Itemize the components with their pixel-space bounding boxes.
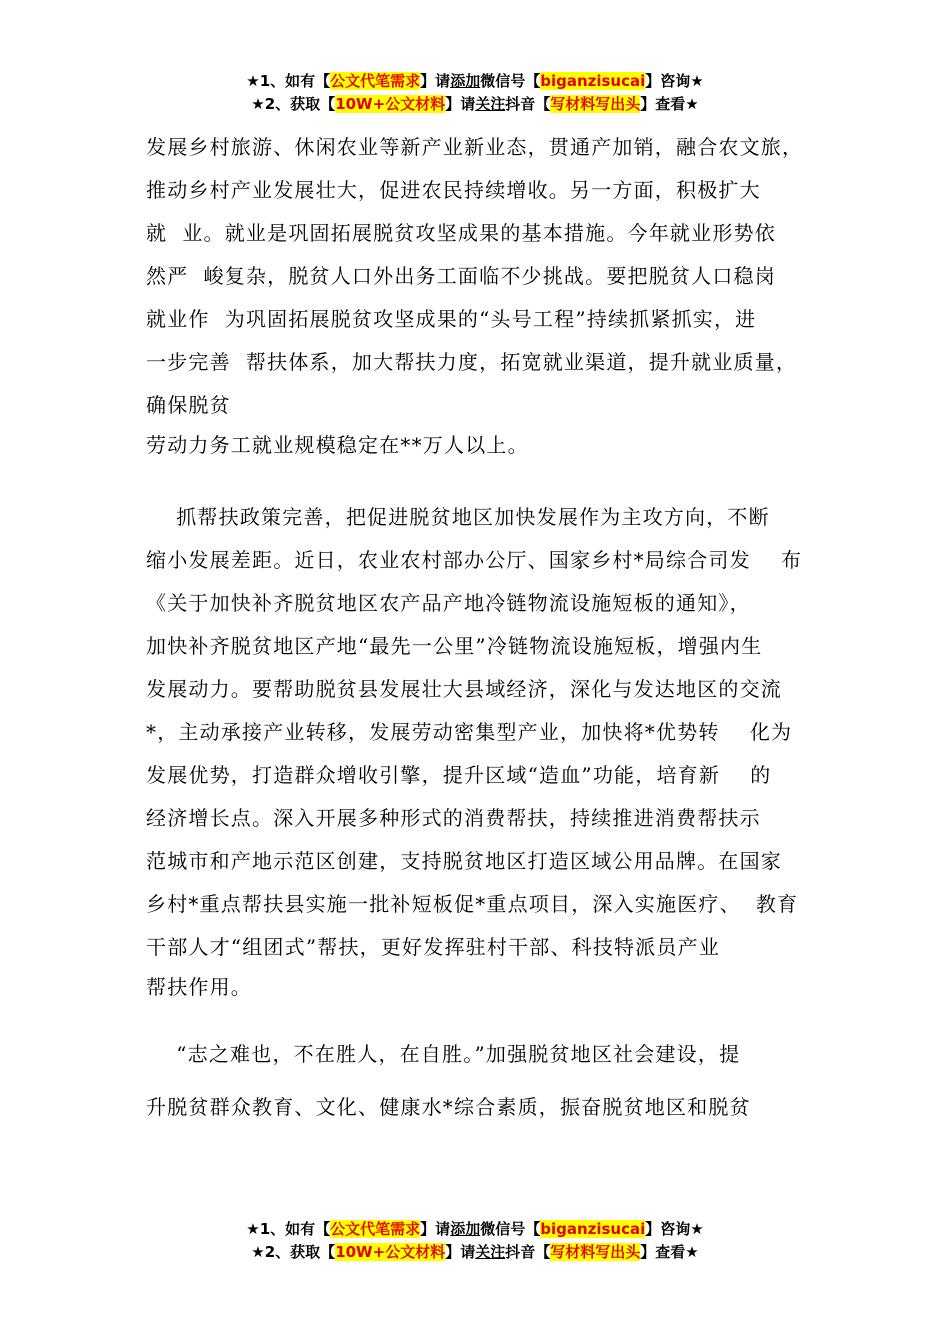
promo-text: 】查看★ xyxy=(640,95,699,113)
promo-text: ★2、获取【 xyxy=(251,95,336,113)
highlight-service: 公文代笔需求 xyxy=(330,72,421,90)
promo-text: 】请 xyxy=(445,95,476,113)
promo-text: 抖音【 xyxy=(505,1243,551,1261)
promo-text: 】咨询★ xyxy=(645,1220,704,1238)
promo-text: 】咨询★ xyxy=(645,72,704,90)
body-line: 帮扶作用。 xyxy=(146,975,252,999)
body-line: *，主动承接产业转移，发展劳动密集型产业，加快将*优势转 化为 xyxy=(146,720,793,744)
highlight-materials: 10W+公文材料 xyxy=(335,1243,446,1261)
highlight-materials: 10W+公文材料 xyxy=(335,95,446,113)
promo-text: ★1、如有【 xyxy=(246,72,331,90)
body-line: 发展动力。要帮助脱贫县发展壮大县域经济，深化与发达地区的交流 xyxy=(146,677,782,701)
body-line: 缩小发展差距。近日，农业农村部办公厅、国家乡村*局综合司发 布 xyxy=(146,548,803,572)
promo-text: 微信号【 xyxy=(480,1220,541,1238)
highlight-service: 公文代笔需求 xyxy=(330,1220,421,1238)
body-line: 加快补齐脱贫地区产地“最先一公里”冷链物流设施短板，增强内生 xyxy=(146,634,763,658)
promo-text: 抖音【 xyxy=(505,95,551,113)
promo-text: 】查看★ xyxy=(640,1243,699,1261)
promo-text: 微信号【 xyxy=(480,72,541,90)
body-line: 抓帮扶政策完善，把促进脱贫地区加快发展作为主攻方向，不断 xyxy=(146,505,770,529)
promo-text: 】请 xyxy=(445,1243,476,1261)
underlined-add: 添加 xyxy=(450,1220,481,1238)
document-body xyxy=(146,0,826,1344)
body-line: “志之难也，不在胜人，在自胜。”加强脱贫地区社会建设，提 xyxy=(146,1042,741,1066)
promo-footer xyxy=(0,1218,950,1264)
promo-text: ★2、获取【 xyxy=(251,1243,336,1261)
highlight-wechat-id: biganzisucai xyxy=(540,72,646,90)
body-line: 乡村*重点帮扶县实施一批补短板促*重点项目，深入实施医疗、 教育 xyxy=(146,892,799,916)
body-line: 升脱贫群众教育、文化、健康水*综合素质，振奋脱贫地区和脱贫 xyxy=(146,1095,751,1119)
promo-text: 】请 xyxy=(420,1220,451,1238)
highlight-wechat-id: biganzisucai xyxy=(540,1220,646,1238)
body-line: 推动乡村产业发展壮大，促进农民持续增收。另一方面，积极扩大 xyxy=(146,178,761,202)
body-line: 确保脱贫 xyxy=(146,393,231,417)
promo-line-1 xyxy=(0,1218,950,1241)
body-line: 发展乡村旅游、休闲农业等新产业新业态，贯通产加销，融合农文旅， xyxy=(146,135,804,159)
promo-text: 】请 xyxy=(420,72,451,90)
underlined-add: 添加 xyxy=(450,72,481,90)
body-line: 就业作 为巩固拓展脱贫攻坚成果的“头号工程”持续抓紧抓实，进 xyxy=(146,307,757,331)
body-line: 然严 峻复杂，脱贫人口外出务工面临不少挑战。要把脱贫人口稳岗 xyxy=(146,264,776,288)
body-line: 发展优势，打造群众增收引擎，提升区域“造血”功能，培育新 的 xyxy=(146,763,772,787)
body-line: 经济增长点。深入开展多种形式的消费帮扶，持续推进消费帮扶示 xyxy=(146,806,761,830)
underlined-follow: 关注 xyxy=(475,1243,506,1261)
promo-line-2 xyxy=(0,1241,950,1264)
body-line: 《关于加快补齐脱贫地区农产品产地冷链物流设施短板的通知》， xyxy=(146,591,751,615)
body-line: 就 业。就业是巩固拓展脱贫攻坚成果的基本措施。今年就业形势依 xyxy=(146,221,776,245)
body-line: 一步完善 帮扶体系，加大帮扶力度，拓宽就业渠道，提升就业质量， xyxy=(146,350,798,374)
body-line: 劳动力务工就业规模稳定在**万人以上。 xyxy=(146,433,529,457)
promo-text: ★1、如有【 xyxy=(246,1220,331,1238)
highlight-douyin: 写材料写出头 xyxy=(550,95,641,113)
underlined-follow: 关注 xyxy=(475,95,506,113)
body-line: 范城市和产地示范区创建，支持脱贫地区打造区域公用品牌。在国家 xyxy=(146,849,782,873)
highlight-douyin: 写材料写出头 xyxy=(550,1243,641,1261)
body-line: 干部人才“组团式”帮扶，更好发挥驻村干部、科技特派员产业 xyxy=(146,935,721,959)
